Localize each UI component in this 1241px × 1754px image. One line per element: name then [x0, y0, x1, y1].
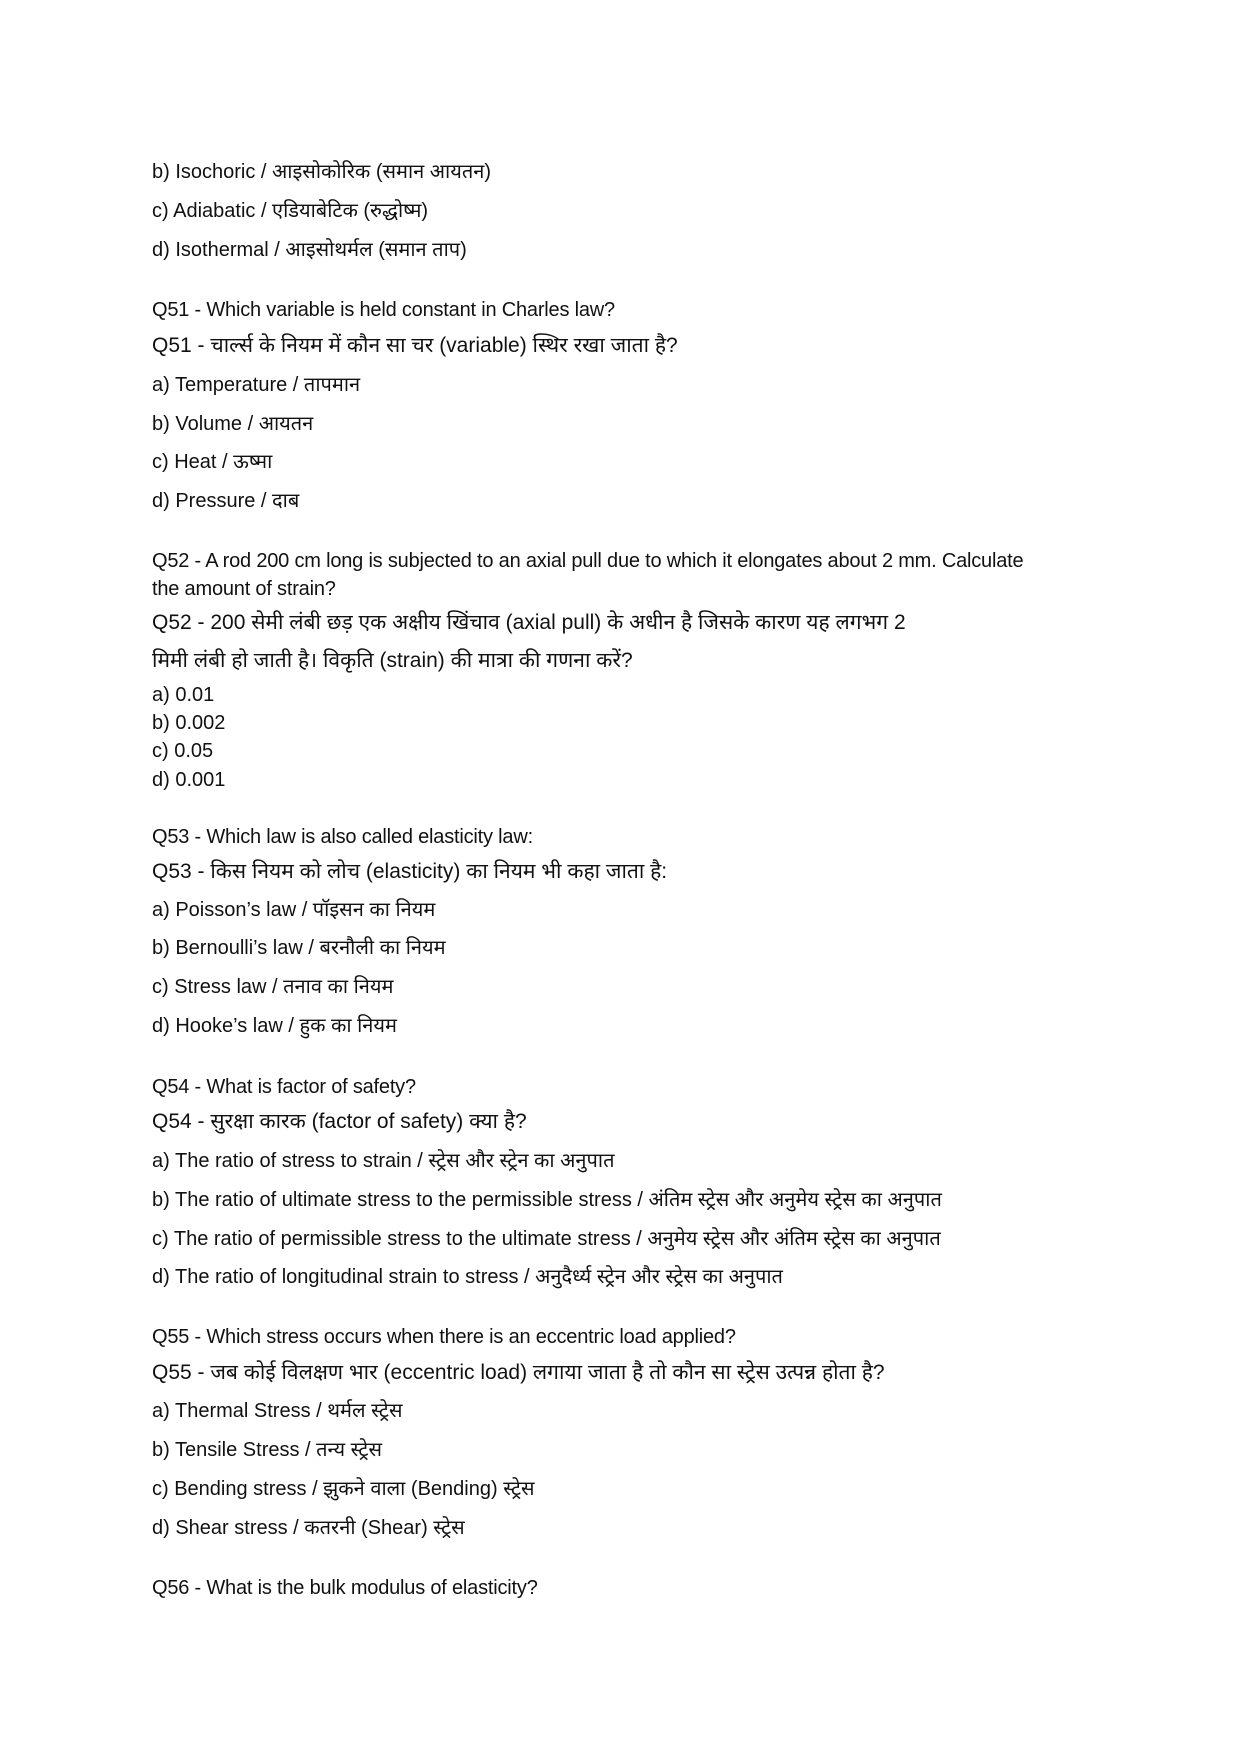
q53-option-a: a) Poisson’s law / पॉइसन का नियम	[152, 899, 436, 921]
q52-option-a: a) 0.01	[152, 684, 215, 706]
carryover-option-b: b) Isochoric / आइसोकोरिक (समान आयतन)	[152, 161, 491, 183]
q52-option-c: c) 0.05	[152, 740, 214, 762]
q54-option-b: b) The ratio of ultimate stress to the permissible stress / अंतिम स्ट्रेस और अनुमेय स्ट्रेस का अनुपात	[152, 1189, 942, 1211]
question-54-english: Q54 - What is factor of safety?	[152, 1076, 416, 1098]
q51-option-a: a) Temperature / तापमान	[152, 374, 361, 396]
q54-option-d: d) The ratio of longitudinal strain to stress / अनुदैर्ध्य स्ट्रेन और स्ट्रेस का अनुपात	[152, 1266, 783, 1288]
question-55-hindi: Q55 - जब कोई विलक्षण भार (eccentric load) लगाया जाता है तो कौन सा स्ट्रेस उत्पन्न होता है?	[152, 1361, 885, 1384]
q53-option-b: b) Bernoulli’s law / बरनौली का नियम	[152, 937, 446, 959]
question-52-hindi-line2: मिमी लंबी हो जाती है। विकृति (strain) की मात्रा की गणना करें?	[152, 649, 633, 672]
q51-option-c: c) Heat / ऊष्मा	[152, 451, 273, 473]
question-53-hindi: Q53 - किस नियम को लोच (elasticity) का नियम भी कहा जाता है:	[152, 860, 668, 883]
q52-option-b: b) 0.002	[152, 712, 226, 734]
q55-option-b: b) Tensile Stress / तन्य स्ट्रेस	[152, 1439, 382, 1461]
question-51-english: Q51 - Which variable is held constant in Charles law?	[152, 299, 615, 321]
question-55-english: Q55 - Which stress occurs when there is an eccentric load applied?	[152, 1326, 736, 1348]
question-52-english-line1: Q52 - A rod 200 cm long is subjected to an axial pull due to which it elongates about 2 mm. Calculate	[152, 550, 1024, 572]
q54-option-c: c) The ratio of permissible stress to the ultimate stress / अनुमेय स्ट्रेस और अंतिम स्ट्रेस का अनुपात	[152, 1228, 941, 1250]
q51-option-b: b) Volume / आयतन	[152, 413, 314, 435]
question-52-hindi-line1: Q52 - 200 सेमी लंबी छड़ एक अक्षीय खिंचाव (axial pull) के अधीन है जिसके कारण यह लगभग 2	[152, 611, 906, 634]
carryover-option-d: d) Isothermal / आइसोथर्मल (समान ताप)	[152, 239, 467, 261]
q55-option-c: c) Bending stress / झुकने वाला (Bending) स्ट्रेस	[152, 1478, 535, 1500]
question-51-hindi: Q51 - चार्ल्स के नियम में कौन सा चर (variable) स्थिर रखा जाता है?	[152, 334, 678, 357]
q53-option-d: d) Hooke’s law / हुक का नियम	[152, 1015, 397, 1037]
q53-option-c: c) Stress law / तनाव का नियम	[152, 976, 394, 998]
q54-option-a: a) The ratio of stress to strain / स्ट्रेस और स्ट्रेन का अनुपात	[152, 1150, 615, 1172]
q51-option-d: d) Pressure / दाब	[152, 490, 300, 512]
q55-option-a: a) Thermal Stress / थर्मल स्ट्रेस	[152, 1400, 403, 1422]
question-54-hindi: Q54 - सुरक्षा कारक (factor of safety) क्या है?	[152, 1110, 527, 1133]
q55-option-d: d) Shear stress / कतरनी (Shear) स्ट्रेस	[152, 1517, 465, 1539]
question-56-english: Q56 - What is the bulk modulus of elasticity?	[152, 1577, 538, 1599]
carryover-option-c: c) Adiabatic / एडियाबेटिक (रुद्धोष्म)	[152, 200, 429, 222]
question-53-english: Q53 - Which law is also called elasticity law:	[152, 826, 533, 848]
q52-option-d: d) 0.001	[152, 769, 226, 791]
question-52-english-line2: the amount of strain?	[152, 578, 336, 600]
